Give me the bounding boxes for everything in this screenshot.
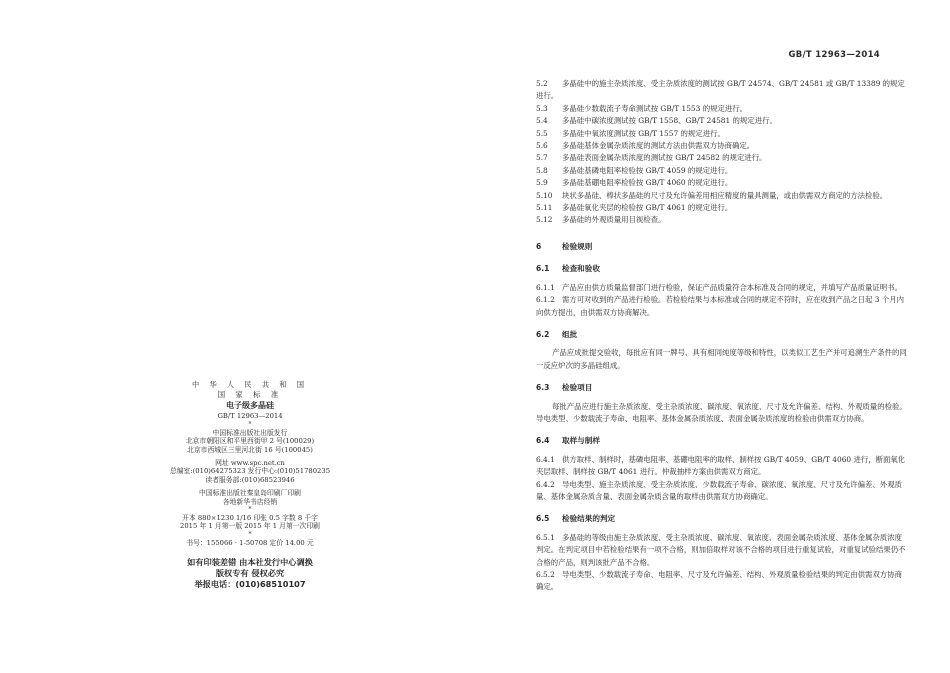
edition-info: 2015 年 1 月第一版 2015 年 1 月第一次印刷 <box>180 522 320 531</box>
clause-number: 5.4 <box>536 116 548 126</box>
format-info: 开本 880×1230 1/16 印张 0.5 字数 8 千字 <box>182 514 318 523</box>
phone-reader-service: 读者服务部:(010)68523946 <box>205 475 295 484</box>
right-page-body <box>536 78 908 594</box>
clause-number: 5.3 <box>536 103 548 113</box>
isbn-price: 书号：155066 · 1-50708 定价 14.00 元 <box>186 538 314 547</box>
section-6-heading: 6 检验规则 <box>536 241 593 251</box>
standard-number-header: GB/T 12963—2014 <box>788 50 880 60</box>
clause-text: 多晶硅中氧浓度测试按 GB/T 1557 的规定进行。 <box>562 128 725 138</box>
clause-number: 5.8 <box>536 165 548 175</box>
imprint-page <box>140 381 360 590</box>
clause-5-item <box>536 78 908 103</box>
publisher-address-2: 北京市西城区三里河北街 16 号(100045) <box>187 445 313 454</box>
clause-text: 多晶硅少数载流子寿命测试按 GB/T 1553 的规定进行。 <box>562 103 748 113</box>
clause-5-item <box>536 140 908 152</box>
separator-star: * <box>248 420 252 428</box>
clause-number: 5.6 <box>536 141 548 151</box>
clause-text: 多晶硅的外观质量用目视检查。 <box>562 215 666 225</box>
clause-text: 块状多晶硅、棒状多晶硅的尺寸及允许偏差用相应精度的量具测量，或由供需双方商定的方法检验。 <box>562 190 888 200</box>
clause-text: 多晶硅中碳浓度测试按 GB/T 1558、GB/T 24581 的规定进行。 <box>562 116 777 126</box>
clause-number: 5.9 <box>536 178 548 188</box>
clause-number: 5.7 <box>536 153 548 163</box>
clause-number: 5.11 <box>536 203 553 213</box>
clause-number: 5.5 <box>536 128 548 138</box>
report-phone: 举报电话：(010)68510107 <box>194 579 306 590</box>
section-6-1-heading: 6.1 检查和验收 <box>536 264 600 274</box>
distributor: 各地新华书店经销 <box>222 497 278 506</box>
clause-6-4-1: 6.4.1 供方取样、制样时，基磷电阻率、基硼电阻率的取样、制样按 GB/T 4059、GB/T 4060 进行，断面氧化夹层取样、制样按 GB/T 4061 进行。仲裁抽样方案由供需双方商定。 <box>536 454 906 477</box>
clause-6-5-1: 6.5.1 多晶硅的等级由施主杂质浓度、受主杂质浓度、碳浓度、氧浓度、表面金属杂质浓度、基体金属杂质浓度判定。在判定项目中若检验结果有一项不合格，则加倍取样对该不合格的项目进行重复试验，对重复试验结果仍不合格的产品，则判该批产品不合格。 <box>536 532 906 567</box>
clause-text: 多晶硅基体金属杂质浓度的测试方法由供需双方协商确定。 <box>562 141 755 151</box>
clause-5-list <box>536 78 908 227</box>
clause-5-item <box>536 177 908 189</box>
clause-number: 5.2 <box>536 79 548 88</box>
clause-text: 多晶硅氧化夹层的检验按 GB/T 4061 的规定进行。 <box>562 203 733 213</box>
clause-text: 多晶硅基磷电阻率检验按 GB/T 4059 的规定进行。 <box>562 165 733 175</box>
imprint-country: 中 华 人 民 共 和 国 <box>191 380 309 389</box>
printer: 中国标准出版社秦皇岛印刷厂印刷 <box>199 489 301 498</box>
clause-text: 多晶硅表面金属杂质浓度的测试按 GB/T 24582 的规定进行。 <box>562 153 767 163</box>
website: 网址 www.spc.net.cn <box>215 459 285 468</box>
clause-5-item <box>536 190 908 202</box>
clause-5-item <box>536 214 908 226</box>
imprint-std-no: GB/T 12963—2014 <box>217 412 283 421</box>
clause-number: 5.12 <box>536 215 553 225</box>
clause-6-2-text: 产品应成批提交验收，每批应有同一牌号、具有相同纯度等级和特性，以类似工艺生产并可追溯生产条件的同一反应炉次的多晶硅组成。 <box>536 348 907 370</box>
clause-6-4-2: 6.4.2 导电类型、施主杂质浓度、受主杂质浓度、少数载流子寿命、碳浓度、氧浓度、尺寸及允许偏差、外观质量、基体金属杂质含量、表面金属杂质含量的取样由供需双方协商确定。 <box>536 479 902 501</box>
clause-5-item <box>536 115 908 127</box>
clause-number: 5.10 <box>536 190 553 200</box>
clause-6-1-2: 6.1.2 需方可对收到的产品进行检验。若检验结果与本标准或合同的规定不符时，应在收到产品之日起 3 个月内向供方提出，由供需双方协商解决。 <box>536 295 904 317</box>
clause-5-item <box>536 202 908 214</box>
section-6-5-heading: 6.5 检验结果的判定 <box>536 514 616 524</box>
clause-5-item <box>536 128 908 140</box>
clause-6-1-1: 6.1.1 产品应由供方质量监督部门进行检验，保证产品质量符合本标准及合同的规定，并填写产品质量证明书。 <box>536 282 902 292</box>
section-6-4-heading: 6.4 取样与制样 <box>536 436 600 446</box>
misprint-notice: 如有印装差错 由本社发行中心调换 <box>187 557 313 568</box>
publisher-address-1: 北京市朝阳区和平里西街甲 2 号(100029) <box>185 437 315 446</box>
separator-star: * <box>248 506 252 514</box>
imprint-title: 电子级多晶硅 <box>226 401 274 411</box>
clause-5-item <box>536 103 908 115</box>
clause-text: 多晶硅基硼电阻率检验按 GB/T 4060 的规定进行。 <box>562 178 733 188</box>
copyright-notice: 版权专有 侵权必究 <box>215 568 285 579</box>
clause-5-item <box>536 165 908 177</box>
imprint-standard-type: 国 家 标 准 <box>217 390 283 400</box>
clause-5-item <box>536 152 908 164</box>
publisher: 中国标准出版社出版发行 <box>212 428 288 437</box>
section-6-3-heading: 6.3 检验项目 <box>536 383 593 393</box>
clause-6-5-2: 6.5.2 导电类型、少数载流子寿命、电阻率、尺寸及允许偏差、结构、外观质量检验结果的判定由供需双方协商确定。 <box>536 570 902 592</box>
clause-6-3-text: 每批产品应进行施主杂质浓度、受主杂质浓度、碳浓度、氧浓度、尺寸及允许偏差、结构、外观质量的检验。导电类型、少数载流子寿命、电阻率、基体金属杂质浓度、表面金属杂质浓度的检验由供需双方协商。 <box>536 401 907 423</box>
separator-star: * <box>248 530 252 538</box>
clause-text: 多晶硅中的施主杂质浓度、受主杂质浓度的测试按 GB/T 24574、GB/T 24581 或 GB/T 13389 的规定进行。 <box>536 79 905 101</box>
section-6-2-heading: 6.2 组批 <box>536 329 578 339</box>
phone-editorial: 总编室:(010)64275323 发行中心:(010)51780235 <box>169 467 331 476</box>
